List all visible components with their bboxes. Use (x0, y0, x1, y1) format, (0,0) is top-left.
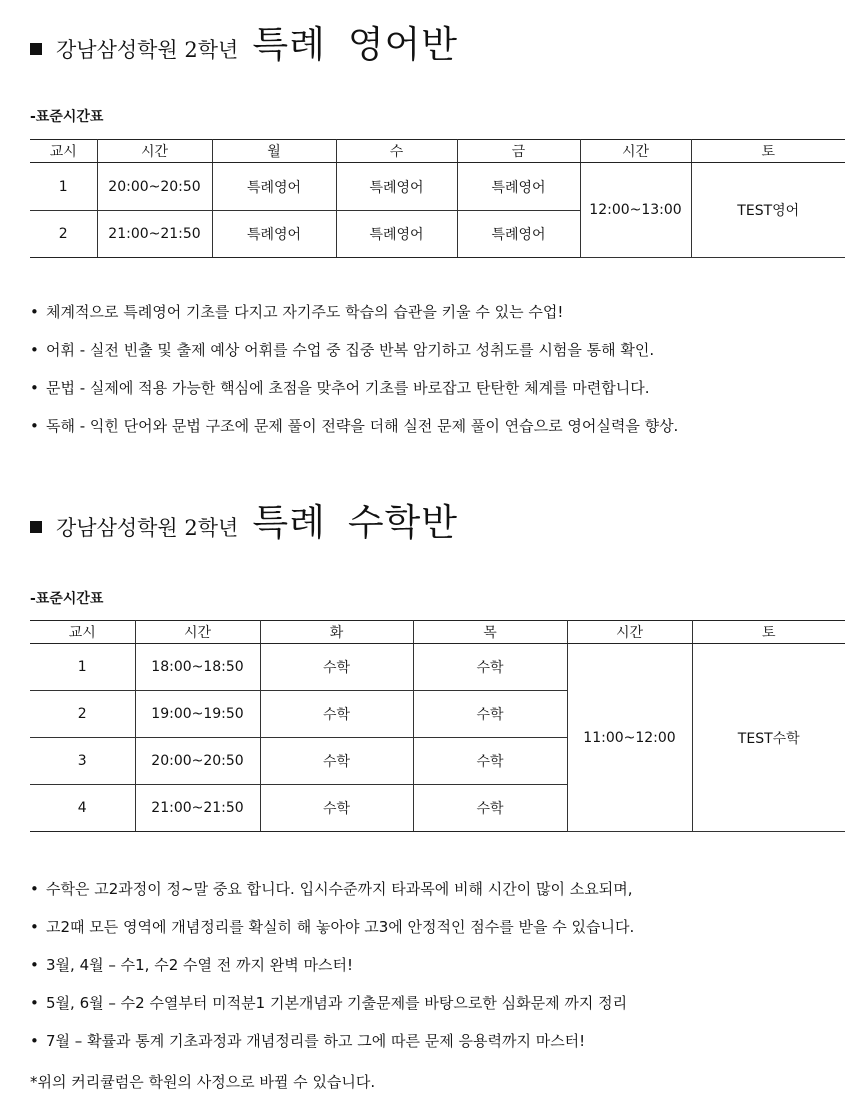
period-cell: 2 (30, 211, 97, 258)
list-item-text: 3월, 4월 – 수1, 수2 수열 전 까지 완벽 마스터! (46, 956, 353, 974)
col-header: 토 (691, 140, 845, 163)
square-bullet-icon (30, 521, 42, 533)
english-bullet-list (30, 293, 678, 445)
time-cell: 21:00~21:50 (97, 211, 212, 258)
col-header: 교시 (30, 140, 97, 163)
list-item-text: 7월 – 확률과 통계 기초과정과 개념정리를 하고 그에 따른 문제 응용력까지 마스터! (46, 1032, 586, 1050)
list-item: • 고2때 모든 영역에 개념정리를 확실히 해 놓아야 고3에 안정적인 점수를 받을 수 있습니다. (30, 918, 635, 936)
math-subtitle: -표준시간표 (30, 591, 104, 607)
sat-class-cell: TEST영어 (691, 163, 845, 258)
math-bullet-list (30, 870, 634, 1060)
time-cell: 20:00~20:50 (97, 163, 212, 211)
english-subtitle: -표준시간표 (30, 109, 104, 125)
sat-class-cell: TEST수학 (692, 644, 845, 832)
english-table-header (30, 140, 845, 163)
math-table-header (30, 621, 845, 644)
math-heading-word1: 특례 (252, 501, 326, 544)
sat-time-cell: 12:00~13:00 (580, 163, 691, 258)
col-header: 금 (457, 140, 580, 163)
table-row (30, 644, 845, 691)
class-cell: 특례영어 (336, 211, 457, 258)
time-cell: 19:00~19:50 (135, 691, 260, 738)
list-item-text: 독해 - 익힌 단어와 문법 구조에 문제 풀이 전략을 더해 실전 문제 풀이 연습으로 영어실력을 향상. (46, 417, 679, 435)
english-heading (30, 14, 458, 68)
period-cell: 3 (30, 738, 135, 785)
list-item-text: 어휘 - 실전 빈출 및 출제 예상 어휘를 수업 중 집중 반복 암기하고 성취도를 시험을 통해 확인. (46, 341, 655, 359)
math-heading-prefix: 강남삼성학원 2학년 (56, 516, 239, 540)
class-cell: 특례영어 (457, 211, 580, 258)
math-heading (30, 492, 458, 546)
list-item-text: 문법 - 실제에 적용 가능한 핵심에 초점을 맞추어 기초를 바로잡고 탄탄한 체계를 마련합니다. (46, 379, 650, 397)
english-timetable (30, 139, 845, 258)
list-item: • 문법 - 실제에 적용 가능한 핵심에 초점을 맞추어 기초를 바로잡고 탄탄한 체계를 마련합니다. (30, 379, 650, 397)
time-cell: 18:00~18:50 (135, 644, 260, 691)
list-item: • 7월 – 확률과 통계 기초과정과 개념정리를 하고 그에 따른 문제 응용력까지 마스터! (30, 1032, 586, 1050)
list-item: • 3월, 4월 – 수1, 수2 수열 전 까지 완벽 마스터! (30, 956, 353, 974)
class-cell: 수학 (260, 644, 413, 691)
list-item: • 5월, 6월 – 수2 수열부터 미적분1 기본개념과 기출문제를 바탕으로한 심화문제 까지 정리 (30, 994, 628, 1012)
period-cell: 1 (30, 644, 135, 691)
english-heading-word2: 영어반 (347, 23, 459, 66)
table-row (30, 163, 845, 211)
class-cell: 수학 (413, 785, 567, 832)
col-header: 월 (212, 140, 336, 163)
list-item: • 독해 - 익힌 단어와 문법 구조에 문제 풀이 전략을 더해 실전 문제 풀이 연습으로 영어실력을 향상. (30, 417, 679, 435)
col-header: 목 (413, 621, 567, 644)
list-item-text: 5월, 6월 – 수2 수열부터 미적분1 기본개념과 기출문제를 바탕으로한 심화문제 까지 정리 (46, 994, 628, 1012)
col-header: 시간 (580, 140, 691, 163)
col-header: 시간 (567, 621, 692, 644)
math-heading-word2: 수학반 (347, 501, 459, 544)
class-cell: 수학 (260, 691, 413, 738)
list-item-text: 수학은 고2과정이 정~말 중요 합니다. 입시수준까지 타과목에 비해 시간이 많이 소요되며, (46, 880, 633, 898)
square-bullet-icon (30, 43, 42, 55)
col-header: 시간 (97, 140, 212, 163)
class-cell: 수학 (260, 785, 413, 832)
list-item: • 어휘 - 실전 빈출 및 출제 예상 어휘를 수업 중 집중 반복 암기하고 성취도를 시험을 통해 확인. (30, 341, 655, 359)
english-heading-title (252, 14, 458, 68)
col-header: 교시 (30, 621, 135, 644)
sat-time-cell: 11:00~12:00 (567, 644, 692, 832)
class-cell: 특례영어 (336, 163, 457, 211)
list-item-text: 체계적으로 특례영어 기초를 다지고 자기주도 학습의 습관을 키울 수 있는 수업! (46, 303, 564, 321)
col-header: 토 (692, 621, 845, 644)
period-cell: 1 (30, 163, 97, 211)
period-cell: 2 (30, 691, 135, 738)
list-item: • 체계적으로 특례영어 기초를 다지고 자기주도 학습의 습관을 키울 수 있는 수업! (30, 303, 564, 321)
time-cell: 20:00~20:50 (135, 738, 260, 785)
col-header: 화 (260, 621, 413, 644)
english-heading-word1: 특례 (252, 23, 326, 66)
curriculum-note: *위의 커리큘럼은 학원의 사정으로 바뀔 수 있습니다. (30, 1073, 376, 1091)
list-item: • 수학은 고2과정이 정~말 중요 합니다. 입시수준까지 타과목에 비해 시간이 많이 소요되며, (30, 880, 633, 898)
class-cell: 특례영어 (212, 211, 336, 258)
col-header: 수 (336, 140, 457, 163)
english-heading-prefix: 강남삼성학원 2학년 (56, 38, 239, 62)
time-cell: 21:00~21:50 (135, 785, 260, 832)
math-heading-title (252, 492, 458, 546)
class-cell: 특례영어 (457, 163, 580, 211)
class-cell: 수학 (260, 738, 413, 785)
col-header: 시간 (135, 621, 260, 644)
class-cell: 특례영어 (212, 163, 336, 211)
class-cell: 수학 (413, 644, 567, 691)
math-timetable (30, 620, 845, 832)
class-cell: 수학 (413, 691, 567, 738)
list-item-text: 고2때 모든 영역에 개념정리를 확실히 해 놓아야 고3에 안정적인 점수를 받을 수 있습니다. (46, 918, 635, 936)
period-cell: 4 (30, 785, 135, 832)
class-cell: 수학 (413, 738, 567, 785)
